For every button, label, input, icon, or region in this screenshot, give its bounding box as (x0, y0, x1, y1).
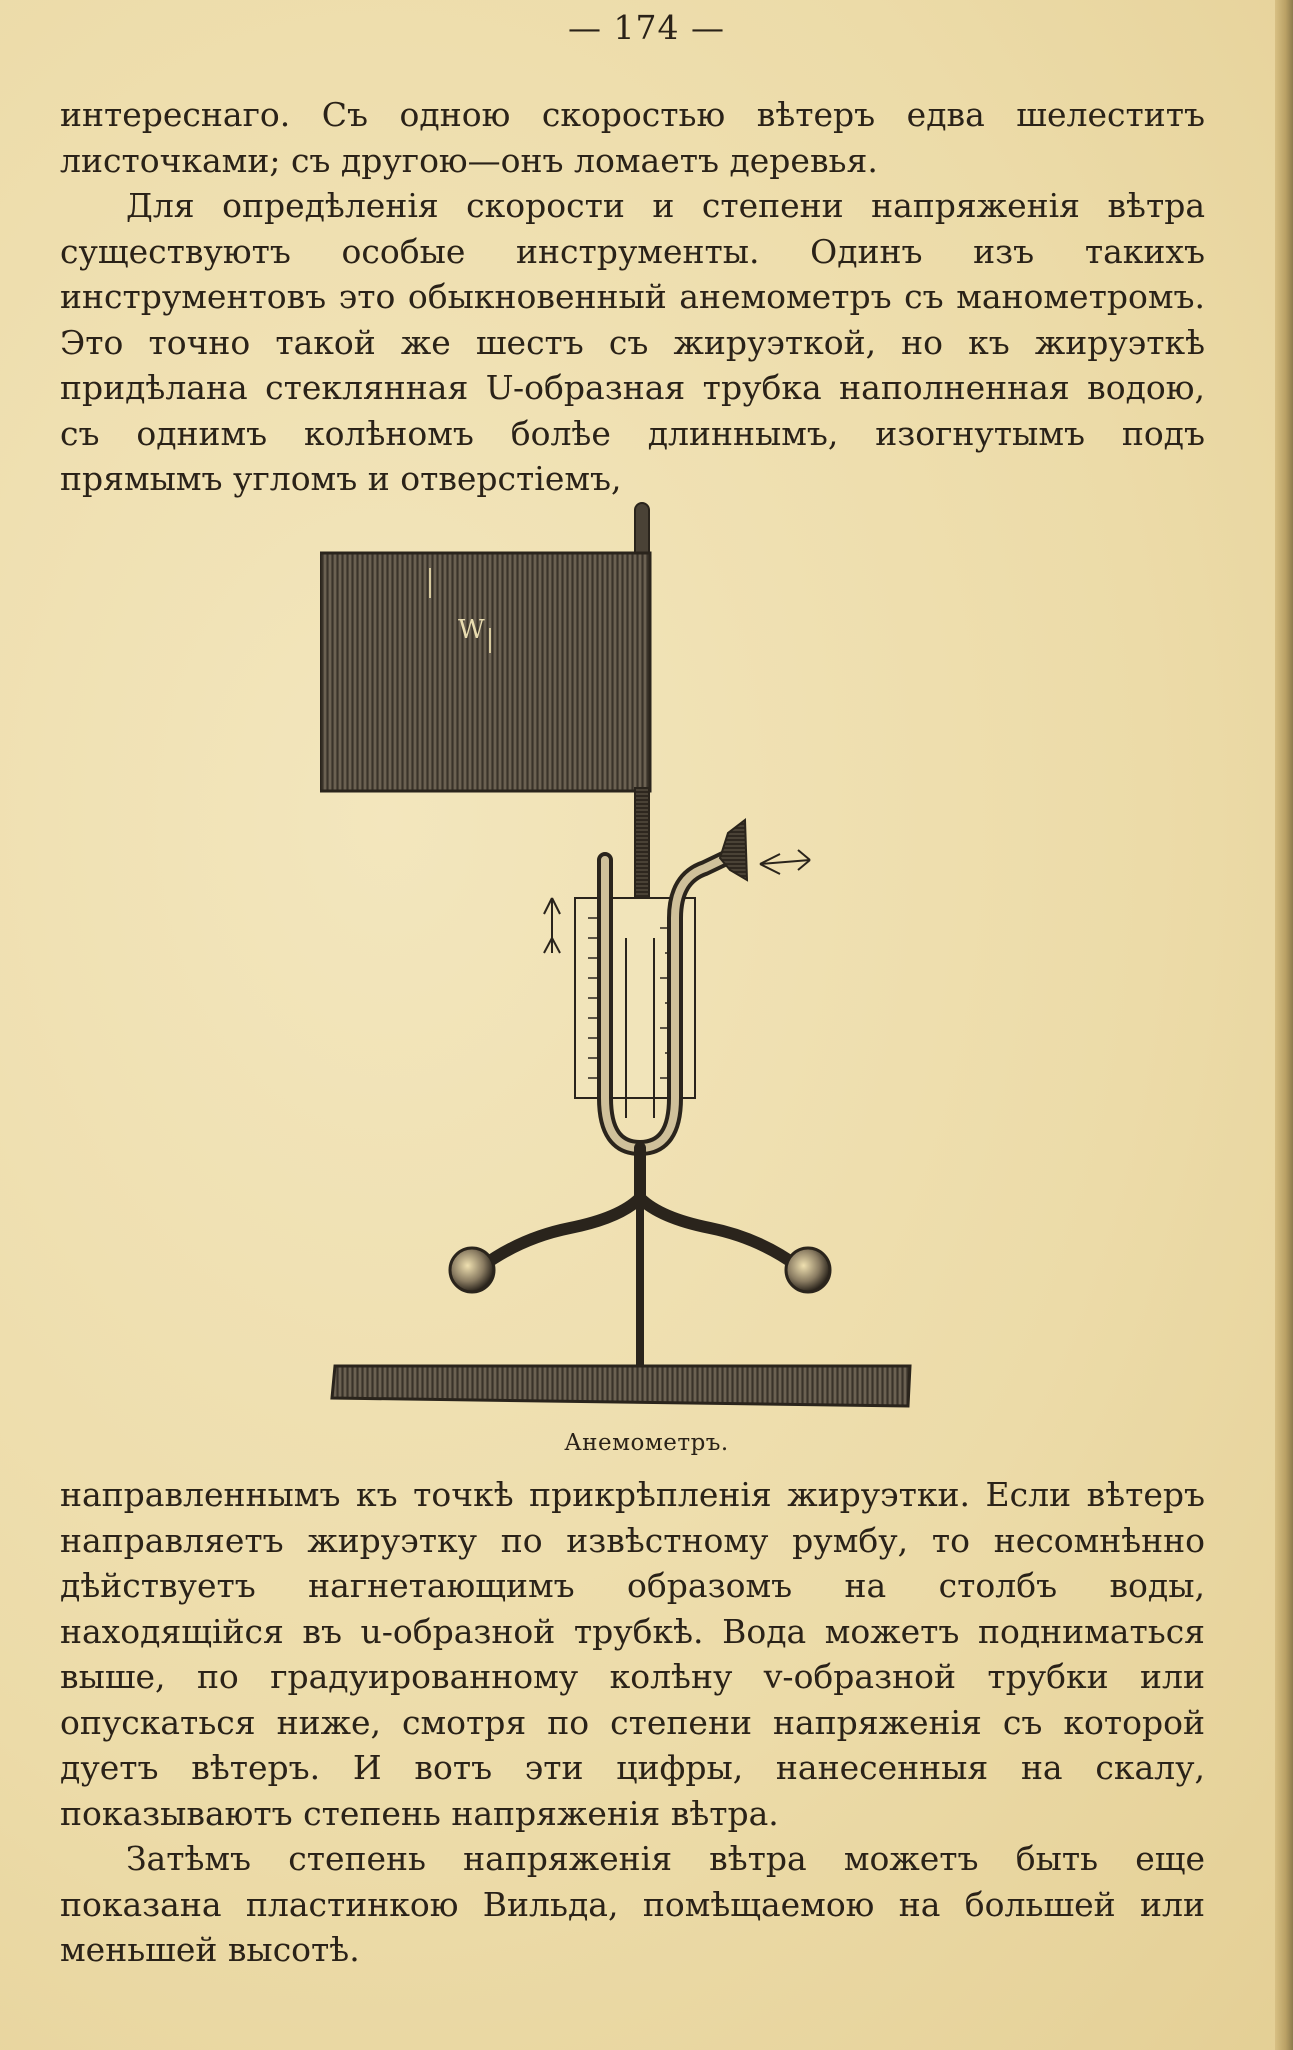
vane-flag (320, 553, 650, 791)
stand-rod (636, 1198, 644, 1366)
paragraph-1: интереснаго. Съ одною скоростью вѣтеръ едва шелеститъ листочками; съ другою—онъ ломаетъ деревья. (60, 95, 1205, 180)
paragraph-4: Затѣмъ степень напряженія вѣтра можетъ быть еще показана пластинкою Вильда, помѣщаемою на большей или меньшей высотѣ. (60, 1839, 1205, 1969)
page-edge (1275, 0, 1293, 2050)
page-number: — 174 — (568, 8, 725, 47)
wind-arrow-icon (760, 850, 810, 874)
vane-letter: W (458, 615, 485, 645)
figure-caption: Анемометръ. (564, 1430, 729, 1456)
counterweight-ball-right (786, 1248, 830, 1292)
top-text (60, 92, 1205, 502)
counterweight-ball-left (450, 1248, 494, 1292)
paragraph-3: направленнымъ къ точкѣ прикрѣпленія жируэтки. Если вѣтеръ направляетъ жируэтку по извѣстному румбу, то несомнѣнно дѣйствуетъ нагнетающимъ образомъ на столбъ воды, находящійся въ u-образной трубкѣ. Вода можетъ подниматься выше, по градуированному колѣну v-образной трубки или опускаться ниже, смотря по степени напряженія съ которой дуетъ вѣтеръ. И вотъ эти цифры, нанесенныя на скалу, показываютъ степень напряженія вѣтра. (60, 1475, 1205, 1833)
anemometer-illustration (320, 498, 940, 1428)
bottom-text (60, 1472, 1205, 1973)
paragraph-2: Для опредѣленія скорости и степени напряженія вѣтра существуютъ особые инструменты. Одинъ изъ такихъ инструментовъ это обыкновенный анемометръ съ манометромъ. Это точно такой же шестъ съ жируэткой, но къ жируэткѣ придѣлана стеклянная U-образная трубка наполненная водою, съ однимъ колѣномъ болѣе длиннымъ, изогнутымъ подъ прямымъ угломъ и отверстіемъ, (60, 186, 1205, 498)
rise-arrow-icon (544, 898, 560, 953)
counterweight-arm (480, 1148, 640, 1268)
tube-horn (720, 820, 747, 880)
base-board (332, 1366, 910, 1406)
